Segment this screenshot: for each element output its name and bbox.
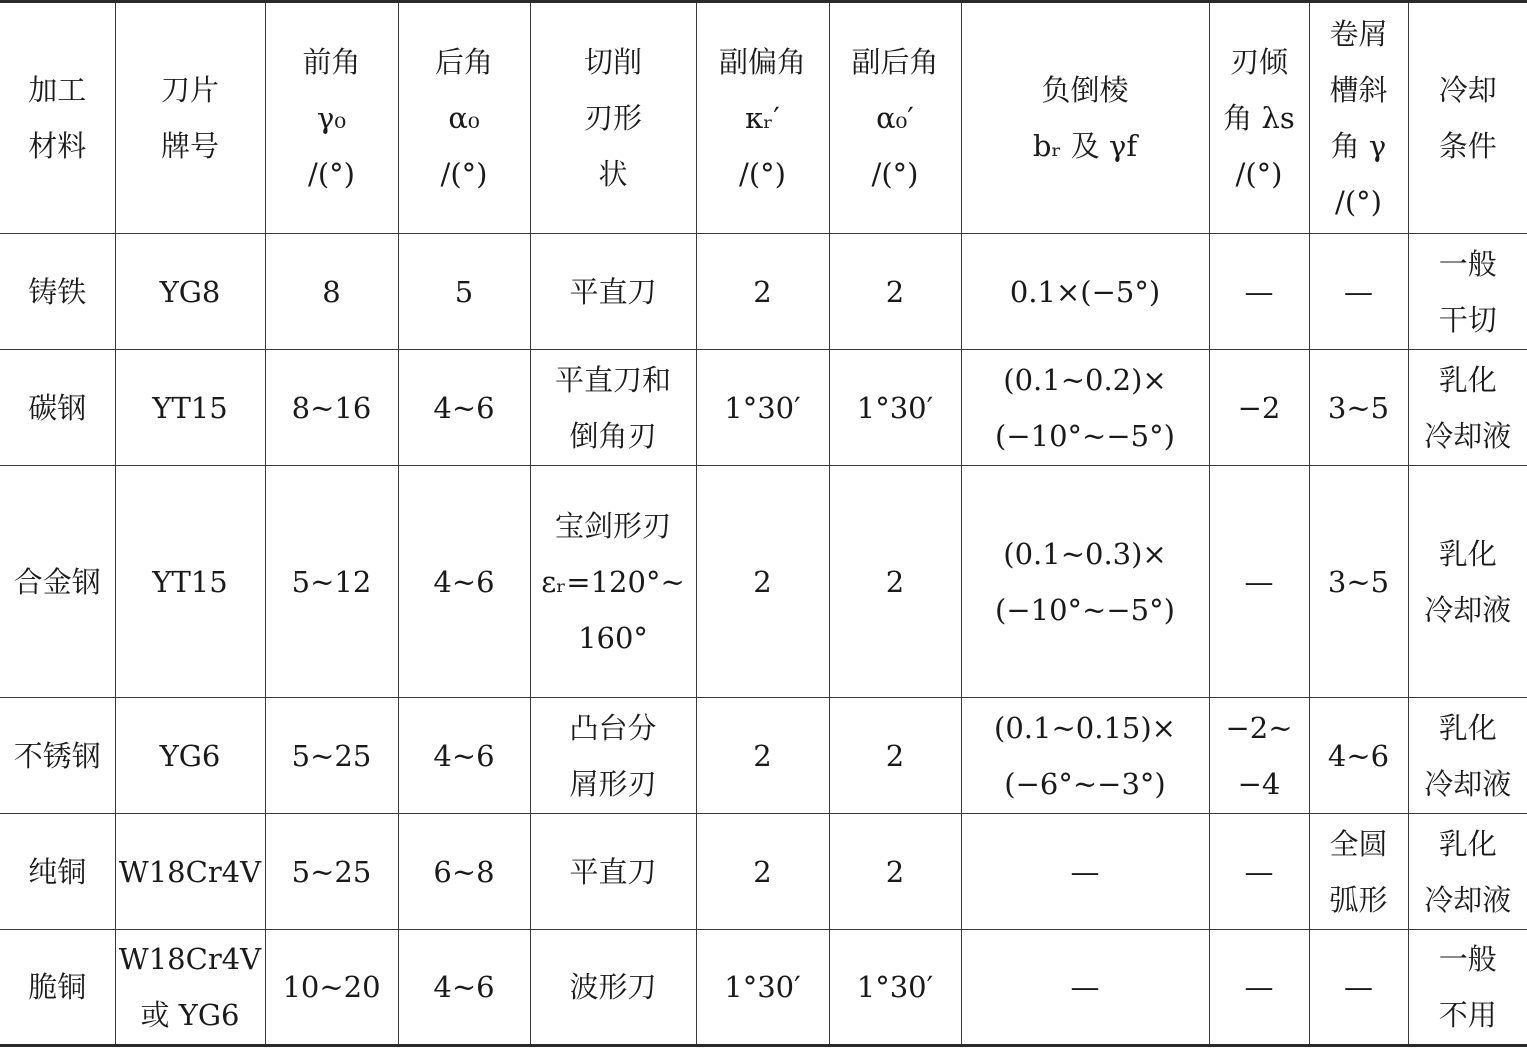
header-text-line: 材料	[28, 129, 87, 163]
header-text-line: 卷屑	[1329, 17, 1388, 51]
cell-text-line: 乳化	[1438, 710, 1497, 745]
table-body	[0, 2, 1527, 1046]
header-text-line: /(°)	[440, 157, 488, 191]
cell-text-line: −2	[1237, 390, 1281, 425]
cell-text-line: 2	[885, 854, 905, 889]
table-cell	[1408, 814, 1527, 930]
table-cell	[829, 466, 961, 698]
table-cell	[1309, 930, 1408, 1046]
header-text-line: 前角	[302, 45, 361, 79]
cell-text-line: εᵣ=120°~	[541, 564, 685, 599]
header-material	[0, 2, 115, 234]
cell-text-line: 3~5	[1327, 564, 1390, 599]
header-text-line: /(°)	[1235, 157, 1283, 191]
table-cell	[1209, 698, 1309, 814]
table-cell	[265, 930, 398, 1046]
table-cell	[961, 350, 1209, 466]
cell-text-line: (−6°~−3°)	[1004, 766, 1166, 801]
cell-text-line: YT15	[152, 564, 228, 599]
table-cell	[961, 930, 1209, 1046]
cell-text-line: 3~5	[1327, 390, 1390, 425]
header-text-line: /(°)	[1335, 185, 1382, 219]
cell-text-line: —	[1344, 970, 1373, 1004]
header-text-line: 状	[598, 157, 628, 191]
table-cell	[696, 814, 829, 930]
cell-text-line: 2	[753, 564, 772, 599]
cell-text-line: 4~6	[433, 390, 495, 425]
cell-text-line: 5	[454, 274, 474, 309]
cell-text-line: −2~	[1225, 710, 1293, 745]
table-cell	[1309, 234, 1408, 350]
cell-text-line: —	[1344, 274, 1373, 309]
header-text-line: bᵣ 及 γf	[1032, 129, 1138, 163]
cell-text-line: 冷却液	[1424, 882, 1512, 917]
header-rake-angle	[265, 2, 398, 234]
table-cell	[696, 466, 829, 698]
header-text-line: 刀片	[160, 73, 219, 107]
table-row	[0, 930, 1527, 1046]
header-text-line: /(°)	[739, 157, 786, 191]
cell-text-line: 平直刀	[569, 854, 657, 889]
header-minor-cutting-edge-angle	[696, 2, 829, 234]
table-row	[0, 466, 1527, 698]
header-insert-grade	[115, 2, 265, 234]
cell-text-line: —	[1244, 854, 1274, 889]
cell-text-line: 宝剑形刃	[554, 508, 671, 543]
cell-text-line: 一般	[1438, 942, 1497, 976]
cell-text-line: −4	[1237, 766, 1281, 801]
cell-text-line: 乳化	[1438, 826, 1497, 861]
header-clearance-angle	[398, 2, 530, 234]
table-cell	[530, 698, 696, 814]
table-cell	[530, 814, 696, 930]
header-inclination-angle	[1209, 2, 1309, 234]
cell-text-line: 1°30′	[724, 970, 801, 1004]
cell-text-line: —	[1244, 970, 1274, 1004]
table-cell	[115, 234, 265, 350]
cell-text-line: 2	[885, 738, 905, 773]
header-negative-chamfer	[961, 2, 1209, 234]
cell-text-line: 或 YG6	[140, 998, 240, 1032]
table-cell	[115, 814, 265, 930]
cell-text-line: W18Cr4V	[118, 942, 262, 976]
table-cell	[1209, 350, 1309, 466]
header-text-line: α₀	[448, 101, 480, 135]
cell-text-line: 6~8	[433, 854, 495, 889]
cell-text-line: 4~6	[1327, 738, 1390, 773]
cell-text-line: 弧形	[1329, 882, 1388, 917]
cell-text-line: (−10°~−5°)	[995, 418, 1175, 453]
cell-text-line: —	[1244, 564, 1274, 599]
cell-text-line: 2	[753, 274, 772, 309]
cell-text-line: 脆铜	[28, 970, 87, 1004]
cell-text-line: —	[1070, 970, 1100, 1004]
table-row	[0, 698, 1527, 814]
table-cell	[265, 466, 398, 698]
table-cell	[829, 350, 961, 466]
cell-text-line: 冷却液	[1424, 418, 1512, 453]
table-cell	[1408, 930, 1527, 1046]
header-text-line: 副偏角	[718, 45, 806, 79]
header-chip-groove-angle	[1309, 2, 1408, 234]
table-cell	[0, 234, 115, 350]
table-cell	[829, 234, 961, 350]
cell-text-line: 铸铁	[28, 274, 87, 309]
cell-text-line: 10~20	[282, 970, 381, 1004]
header-text-line: 牌号	[160, 129, 219, 163]
table-cell	[0, 466, 115, 698]
cell-text-line: YG8	[159, 274, 221, 309]
header-text-line: 副后角	[851, 45, 939, 79]
header-text-line: 角 γ	[1330, 129, 1387, 163]
cell-text-line: 合金钢	[13, 564, 101, 599]
cell-text-line: 纯铜	[28, 854, 87, 889]
cell-text-line: 4~6	[433, 970, 495, 1004]
table-row	[0, 814, 1527, 930]
table-cell	[530, 466, 696, 698]
header-text-line: /(°)	[308, 157, 355, 191]
table-cell	[1309, 814, 1408, 930]
cell-text-line: 倒角刃	[569, 418, 657, 453]
table-cell	[0, 698, 115, 814]
header-text-line: 槽斜	[1329, 73, 1388, 107]
header-text-line: 刃形	[583, 101, 642, 135]
table-cell	[265, 234, 398, 350]
cell-text-line: 波形刀	[569, 970, 657, 1004]
cell-text-line: 1°30′	[856, 970, 934, 1004]
table-cell	[398, 814, 530, 930]
cell-text-line: YT15	[152, 390, 228, 425]
table-cell	[829, 698, 961, 814]
table-cell	[1209, 466, 1309, 698]
table-cell	[0, 350, 115, 466]
cell-text-line: 乳化	[1438, 362, 1497, 397]
cell-text-line: —	[1244, 274, 1274, 309]
table-cell	[1408, 234, 1527, 350]
header-text-line: 负倒棱	[1041, 73, 1129, 107]
header-text-line: 角 λs	[1223, 101, 1295, 135]
table-cell	[696, 350, 829, 466]
table-cell	[696, 698, 829, 814]
table-cell	[530, 930, 696, 1046]
cell-text-line: (−10°~−5°)	[995, 592, 1175, 627]
cell-text-line: (0.1~0.2)×	[1003, 362, 1167, 397]
cell-text-line: 2	[885, 564, 905, 599]
table-cell	[265, 350, 398, 466]
cell-text-line: 不锈钢	[13, 738, 101, 773]
table-cell	[530, 234, 696, 350]
cell-text-line: 平直刀	[569, 274, 657, 309]
cell-text-line: (0.1~0.3)×	[1003, 536, 1167, 571]
header-minor-clearance-angle	[829, 2, 961, 234]
cell-text-line: YG6	[159, 738, 221, 773]
cell-text-line: 屑形刃	[569, 766, 657, 801]
table-cell	[961, 698, 1209, 814]
table-cell	[829, 814, 961, 930]
table-cell	[530, 350, 696, 466]
header-row	[0, 2, 1527, 234]
cell-text-line: 冷却液	[1424, 592, 1512, 627]
cell-text-line: 160°	[578, 620, 648, 655]
table-cell	[1408, 466, 1527, 698]
cell-text-line: 不用	[1438, 998, 1497, 1032]
cell-text-line: 2	[753, 854, 772, 889]
cell-text-line: 4~6	[433, 564, 495, 599]
cell-text-line: 2	[753, 738, 772, 773]
table-cell	[1309, 350, 1408, 466]
header-text-line: /(°)	[871, 157, 919, 191]
table-cell	[696, 930, 829, 1046]
header-text-line: γ₀	[317, 101, 346, 135]
cell-text-line: 0.1×(−5°)	[1009, 274, 1161, 309]
header-text-line: 加工	[28, 73, 87, 107]
header-edge-shape	[530, 2, 696, 234]
table-cell	[961, 466, 1209, 698]
cell-text-line: 2	[885, 274, 905, 309]
header-text-line: 切削	[583, 45, 642, 79]
header-text-line: 刃倾	[1229, 45, 1288, 79]
table-row	[0, 350, 1527, 466]
cell-text-line: 碳钢	[28, 390, 87, 425]
table-cell	[961, 234, 1209, 350]
cell-text-line: 8	[322, 274, 341, 309]
header-text-line: 后角	[434, 45, 493, 79]
table-cell	[398, 930, 530, 1046]
cell-text-line: 5~25	[291, 738, 372, 773]
cell-text-line: 4~6	[433, 738, 495, 773]
table-cell	[398, 234, 530, 350]
table-cell	[1408, 350, 1527, 466]
cell-text-line: 冷却液	[1424, 766, 1512, 801]
table-cell	[398, 698, 530, 814]
cell-text-line: (0.1~0.15)×	[994, 710, 1176, 745]
header-text-line: α₀′	[876, 101, 914, 135]
table-cell	[1209, 814, 1309, 930]
table-cell	[0, 930, 115, 1046]
table-cell	[1309, 466, 1408, 698]
header-text-line: 冷却	[1438, 73, 1497, 107]
cell-text-line: 乳化	[1438, 536, 1497, 571]
table-cell	[398, 350, 530, 466]
cell-text-line: 5~12	[291, 564, 372, 599]
table-cell	[1408, 698, 1527, 814]
header-text-line: κᵣ′	[745, 101, 780, 135]
table-cell	[0, 814, 115, 930]
cell-text-line: 1°30′	[856, 390, 934, 425]
table-cell	[265, 814, 398, 930]
table-cell	[115, 466, 265, 698]
table-cell	[1209, 234, 1309, 350]
table-cell	[265, 698, 398, 814]
table-cell	[1209, 930, 1309, 1046]
cell-text-line: 5~25	[291, 854, 372, 889]
cell-text-line: 一般	[1438, 246, 1497, 281]
table-cell	[115, 350, 265, 466]
cell-text-line: 8~16	[291, 390, 372, 425]
table-row	[0, 234, 1527, 350]
cell-text-line: 1°30′	[724, 390, 801, 425]
table-cell	[696, 234, 829, 350]
header-cooling	[1408, 2, 1527, 234]
table-cell	[829, 930, 961, 1046]
cell-text-line: 全圆	[1329, 826, 1388, 861]
table-cell	[398, 466, 530, 698]
header-text-line: 条件	[1438, 129, 1497, 163]
table-cell	[115, 930, 265, 1046]
cell-text-line: 平直刀和	[554, 362, 671, 397]
cell-text-line: W18Cr4V	[118, 854, 262, 889]
table-cell	[961, 814, 1209, 930]
cell-text-line: —	[1070, 854, 1100, 889]
table-cell	[115, 698, 265, 814]
table-cell	[1309, 698, 1408, 814]
cell-text-line: 干切	[1438, 302, 1497, 337]
cell-text-line: 凸台分	[569, 710, 657, 745]
